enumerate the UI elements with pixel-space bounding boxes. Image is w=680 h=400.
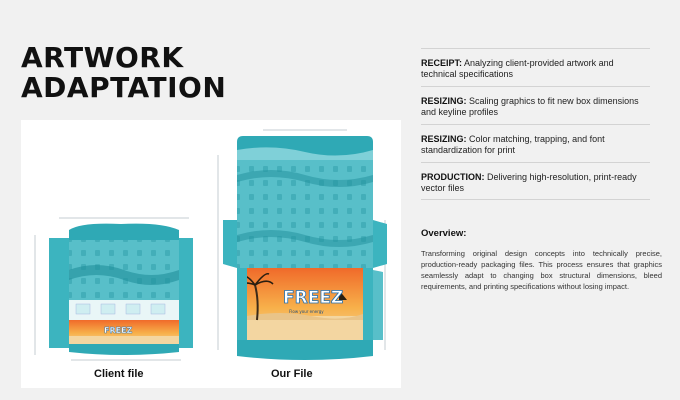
overview-heading: Overview:	[421, 228, 467, 239]
our-brand-logo: FREEZ	[283, 288, 344, 308]
packaging-dielines-illustration	[21, 120, 401, 388]
title-line-1: ARTWORK	[21, 41, 184, 74]
process-steps-list	[421, 48, 650, 200]
step-text: Delivering high-resolution, print-ready vector files	[421, 172, 637, 193]
client-brand-logo: FREEZ	[104, 326, 133, 335]
step-label: RECEIPT:	[421, 58, 463, 68]
step-receipt	[421, 48, 650, 86]
step-label: RESIZING:	[421, 96, 467, 106]
title-line-2: ADAPTATION	[21, 71, 227, 104]
step-label: RESIZING:	[421, 134, 467, 144]
step-text: Scaling graphics to fit new box dimensions and keyline profiles	[421, 96, 639, 117]
our-file-dieline	[218, 130, 387, 360]
step-resizing-color	[421, 124, 650, 162]
our-file-caption: Our File	[271, 368, 313, 380]
page-title	[21, 43, 226, 103]
step-resizing-graphics	[421, 86, 650, 124]
step-production	[421, 162, 650, 200]
step-label: PRODUCTION:	[421, 172, 485, 182]
brand-tagline: Flow your energy	[289, 309, 324, 314]
comparison-figure	[21, 120, 401, 388]
client-file-dieline	[35, 218, 193, 360]
step-text: Analyzing client-provided artwork and technical specifications	[421, 58, 614, 79]
overview-paragraph: Transforming original design concepts into technically precise, production-ready packaging files. This process ensures that graphics seamlessly adapt to changing box structural dimensions, bleed requirements, and printing specifications without losing impact.	[421, 249, 662, 291]
step-text: Color matching, trapping, and font standardization for print	[421, 134, 605, 155]
client-file-caption: Client file	[94, 368, 144, 380]
